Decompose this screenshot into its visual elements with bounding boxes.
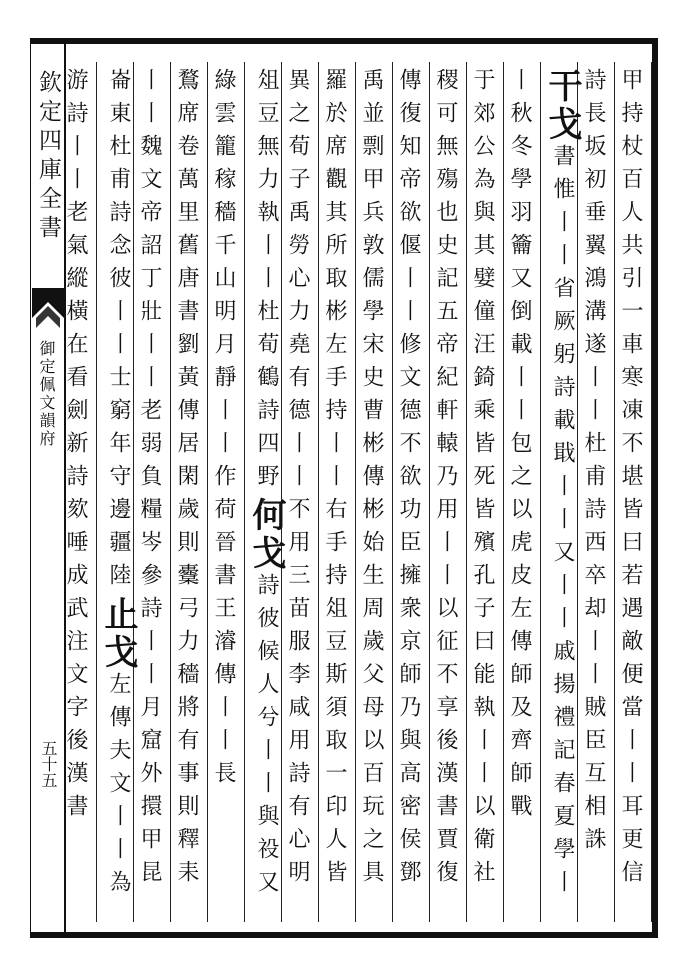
text-column: [282, 62, 319, 922]
column-segment: 游詩丨丨老氣縱橫在看劍新詩欬唾成: [63, 68, 88, 596]
text-column: [134, 62, 171, 922]
column-segment: 崙東杜甫詩念彼丨丨士窮年守邊疆陸: [106, 68, 131, 596]
column-text: [360, 68, 382, 893]
book-title: 欽定四庫全書: [35, 70, 61, 244]
entry-headword: 干戈: [542, 68, 582, 144]
column-text: [582, 68, 604, 860]
column-segment: 詩彼候人兮丨丨與祋又: [254, 573, 279, 903]
text-column: [319, 62, 356, 922]
text-column: [467, 62, 504, 922]
column-text: [397, 68, 419, 893]
text-column: [578, 62, 615, 922]
column-segment: 書惟丨丨省厥躬詩載戢丨丨又丨丨戚揚禮記春夏學丨: [550, 144, 575, 903]
column-segment: 丨丨魏文帝詔丁壯丨丨老弱負糧岑參詩丨丨月窟外擐甲昆: [137, 68, 162, 893]
column-segment: 綠雲籠稼穡千山明月靜丨丨: [211, 68, 236, 464]
section-title: 御定佩文韻府: [37, 340, 56, 448]
entry-headword: 止戈: [98, 596, 138, 672]
column-text: [286, 68, 308, 893]
text-column: [208, 62, 245, 922]
column-text: [138, 68, 160, 893]
column-text: [323, 68, 345, 893]
column-text: [508, 68, 530, 827]
column-segment: 異之荀子禹勞心力堯有德丨丨不用三苗服李咸用詩有心明: [285, 68, 310, 893]
text-column: [356, 62, 393, 922]
column-text: [64, 68, 86, 827]
entry-headword: 何戈: [246, 497, 286, 573]
text-column: [541, 62, 582, 922]
column-text: [434, 68, 456, 893]
column-segment: 于郊公為與其嬖僮汪錡乘皆死皆殯孔子曰能執丨丨以衛社: [470, 68, 495, 893]
column-segment: 詩長坂初垂翼鴻溝遂丨丨杜甫詩西卒却丨丨賊臣互相誅: [581, 68, 606, 860]
column-segment: 鶩席卷萬里舊唐書劉黃傳居閑歲則櫜弓力穡將有事則釋耒: [174, 68, 199, 893]
column-segment: 武注文字後漢書: [63, 596, 88, 827]
column-segment: 禹並剽甲兵敦儒學宋史曹彬傳彬始生周歲父母以百玩之具: [359, 68, 384, 893]
column-text: [246, 68, 286, 903]
column-segment: 左傳夫文丨丨為: [106, 672, 131, 903]
column-segment: 傳復知帝欲偃丨丨修文德不欲功臣擁衆京師乃與高密侯鄧: [396, 68, 421, 893]
column-segment: 俎豆無力執丨丨杜荀鶴詩四野: [254, 68, 279, 497]
text-column: [430, 62, 467, 922]
text-column: [171, 62, 208, 922]
text-column: [97, 62, 138, 922]
text-column: [393, 62, 430, 922]
column-text: [98, 68, 138, 903]
column-segment: 作荷晉書王濬傳丨丨長: [211, 464, 236, 794]
column-text: [542, 68, 582, 903]
column-segment: 稷可無殤也史記五帝紀軒轅乃用丨丨以征不享後漢書賈復: [433, 68, 458, 893]
text-column: [504, 62, 541, 922]
column-text: [175, 68, 197, 893]
column-text: [212, 68, 234, 794]
column-text: [471, 68, 493, 893]
text-column: [245, 62, 286, 922]
page-number: 五十五: [39, 740, 58, 788]
column-segment: 甲持杖百人共引一車寒凍不堪皆曰若遇敵便當丨丨耳更信: [618, 68, 643, 893]
text-column: [60, 62, 97, 922]
column-segment: 羅於席觀其所取彬左手持丨丨右手持俎豆斯須取一印人皆: [322, 68, 347, 893]
text-column: [615, 62, 652, 922]
column-text: [619, 68, 641, 893]
column-segment: 丨秋冬學羽籥又倒載丨丨包之以虎皮左傳師及齊師戰: [507, 68, 532, 827]
